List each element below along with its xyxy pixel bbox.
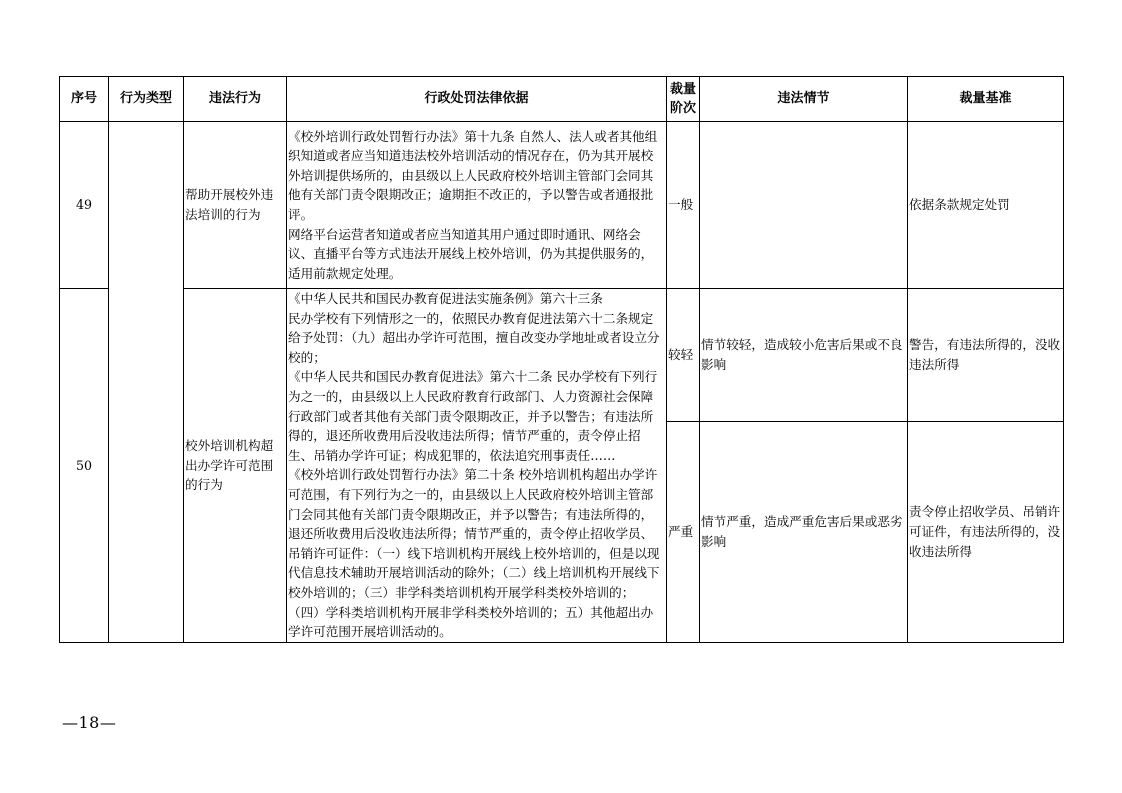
level-cell: 一般 bbox=[667, 122, 700, 289]
violation-cell: 校外培训机构超出办学许可范围的行为 bbox=[184, 289, 287, 643]
circumstance-cell: 情节严重，造成严重危害后果或恶劣影响 bbox=[700, 422, 908, 643]
circumstance-cell bbox=[700, 122, 908, 289]
header-level-bottom: 阶次 bbox=[669, 101, 696, 116]
basis-paragraph: 《校外培训行政处罚暂行办法》第二十条 校外培训机构超出办学许可范围，有下列行为之一的，由县级以上人民政府校外培训主管部门会同其他有关部门责令限期改正，并予以警告；有违法所得的，退还所收费用后没收违法所得；情节严重的，责令停止招收学员、吊销许可证件：（一）线下培训机构开展线上校外培训的，但是以现代信息技术辅助开展培训活动的除外；（二）线上培训机构开展线下校外培训的；（三）非学科类培训机构开展学科类校外培训的； bbox=[288, 467, 660, 600]
level-cell: 较轻 bbox=[667, 289, 700, 422]
basis-paragraph: 《中华人民共和国民办教育促进法实施条例》第六十三条 bbox=[288, 291, 603, 306]
behavior-type-cell bbox=[109, 122, 184, 643]
level-cell: 严重 bbox=[667, 422, 700, 643]
basis-paragraph: 《校外培训行政处罚暂行办法》第十九条 自然人、法人或者其他组织知道或者应当知道违法校外培训活动的情况存在，仍为其开展校外培训提供场所的，由县级以上人民政府校外培训主管部门会同其他有关部门责令限期改正；逾期拒不改正的，予以警告或者通报批评。 bbox=[288, 128, 658, 222]
header-seq: 序号 bbox=[60, 77, 109, 122]
header-type: 行为类型 bbox=[109, 77, 184, 122]
basis-paragraph: 民办学校有下列情形之一的，依照民办教育促进法第六十二条规定给予处罚：（九）超出办学许可范围，擅自改变办学地址或者设立分校的； bbox=[288, 310, 660, 365]
penalty-table bbox=[59, 76, 1064, 643]
header-standard: 裁量基准 bbox=[908, 77, 1064, 122]
header-act: 违法行为 bbox=[184, 77, 287, 122]
standard-cell: 警告，有违法所得的，没收违法所得 bbox=[908, 289, 1064, 422]
header-basis: 行政处罚法律依据 bbox=[287, 77, 667, 122]
basis-paragraph: 网络平台运营者知道或者应当知道其用户通过即时通讯、网络会议、直播平台等方式违法开展线上校外培训，仍为其提供服务的，适用前款规定处理。 bbox=[288, 226, 654, 281]
violation-cell: 帮助开展校外违法培训的行为 bbox=[184, 122, 287, 289]
seq-cell: 49 bbox=[60, 122, 109, 289]
table-row-50 bbox=[60, 289, 1064, 422]
legal-basis-cell bbox=[287, 122, 667, 289]
header-row bbox=[60, 77, 1064, 122]
standard-cell: 依据条款规定处罚 bbox=[908, 122, 1064, 289]
table-row-49 bbox=[60, 122, 1064, 289]
circumstance-cell: 情节较轻，造成较小危害后果或不良影响 bbox=[700, 289, 908, 422]
basis-paragraph: （四）学科类培训机构开展非学科类校外培训的；五）其他超出办学许可范围开展培训活动的。 bbox=[288, 604, 654, 640]
header-circumstance: 违法情节 bbox=[700, 77, 908, 122]
page-number: —18— bbox=[62, 713, 117, 732]
header-level bbox=[667, 77, 700, 122]
seq-cell: 50 bbox=[60, 289, 109, 643]
legal-basis-cell bbox=[287, 289, 667, 643]
header-level-top: 裁量 bbox=[669, 82, 696, 97]
standard-cell: 责令停止招收学员、吊销许可证件，有违法所得的，没收违法所得 bbox=[908, 422, 1064, 643]
basis-paragraph: 《中华人民共和国民办教育促进法》第六十二条 民办学校有下列行为之一的，由县级以上人民政府教育行政部门、人力资源社会保障行政部门或者其他有关部门责令限期改正，并予以警告；有违法所得的，退还所收费用后没收违法所得；情节严重的，责令停止招生、吊销办学许可证；构成犯罪的，依法追究刑事责任…… bbox=[288, 369, 658, 463]
